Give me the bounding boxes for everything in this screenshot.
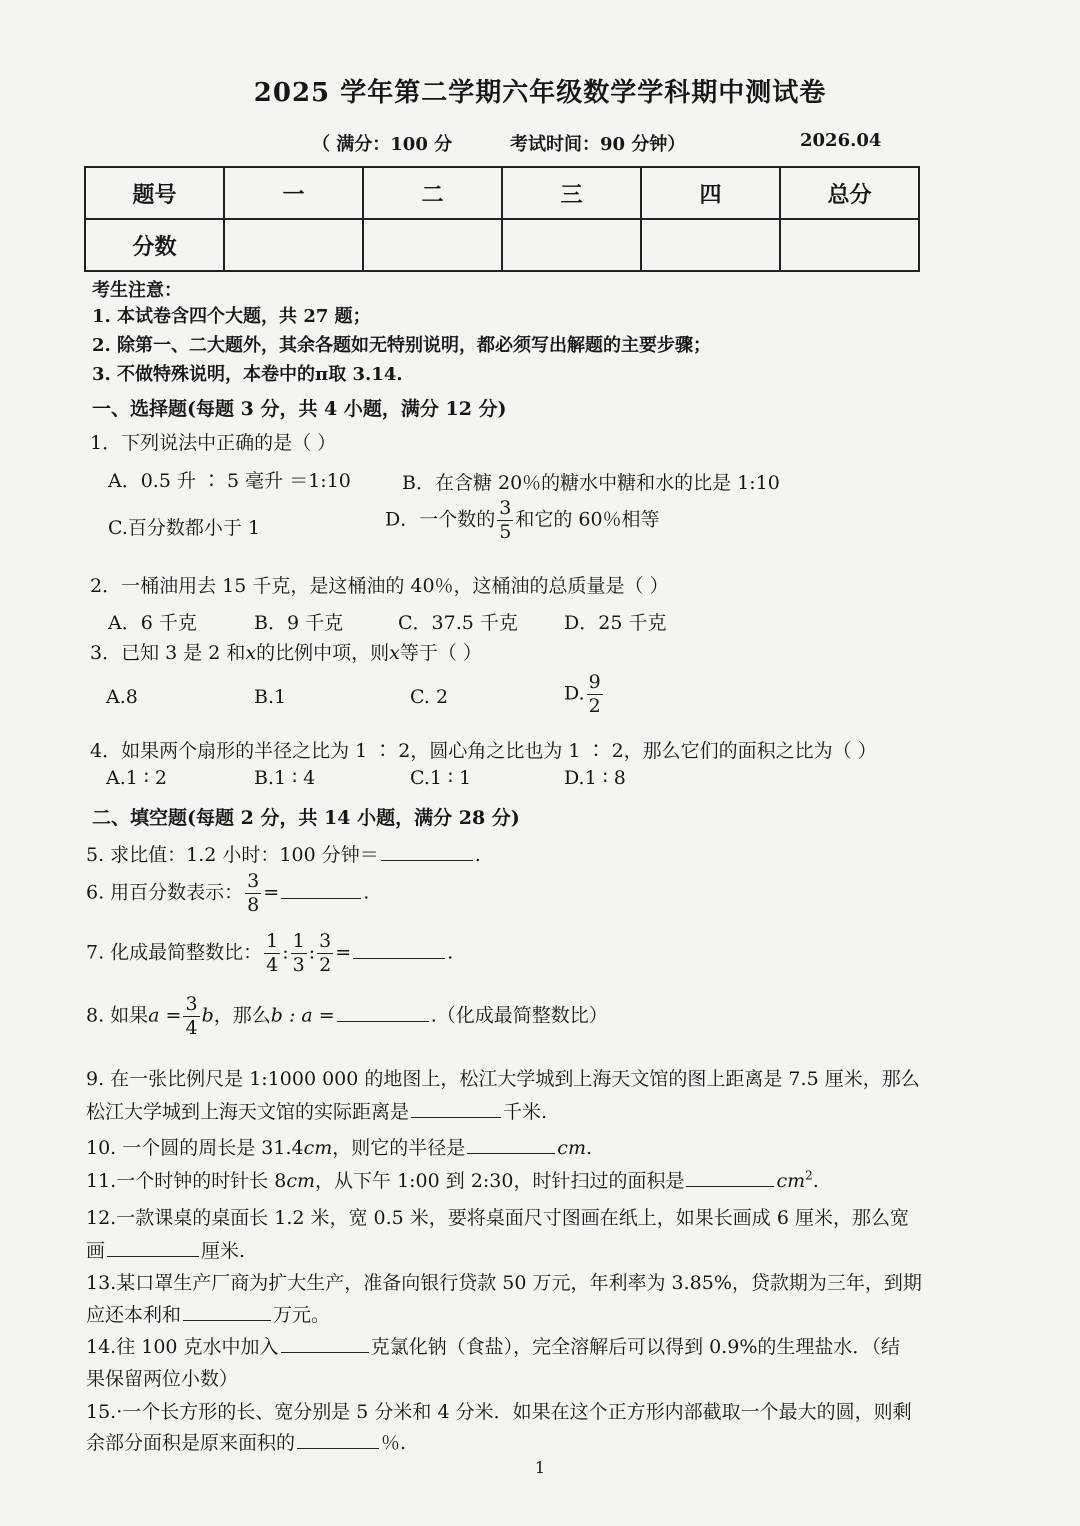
q3-option-c: C. 2 — [410, 686, 449, 708]
q7-answer-blank[interactable] — [353, 942, 445, 959]
q3-option-a: A.8 — [106, 686, 138, 708]
q8-mid: ，那么 — [213, 1004, 271, 1027]
q6-fraction — [245, 872, 261, 915]
q13-post: 万元。 — [273, 1304, 331, 1326]
q10-mid: ，则它的半径是 — [332, 1137, 466, 1159]
q7-colon: : — [282, 941, 289, 964]
q4-option-a: A.1 ∶ 2 — [106, 767, 167, 789]
q8-post: .（化成最简整数比） — [430, 1004, 608, 1027]
q6-eq: = — [263, 881, 280, 904]
numerator: 3 — [185, 993, 198, 1015]
note-item: 1. 本试卷含四个大题，共 27 题； — [92, 306, 371, 327]
header-cell: 二 — [363, 167, 502, 219]
q3-option-b: B.1 — [254, 686, 287, 708]
q8-ratio: b : a = — [270, 1004, 335, 1027]
q13-line1: 13.某口罩生产厂商为扩大生产，准备向银行贷款 50 万元，年利率为 3.85%，贷款期为三年，到期 — [86, 1272, 922, 1294]
q1-d-suffix: 和它的 60％相等 — [515, 508, 660, 531]
numerator: 3 — [499, 497, 512, 519]
q14-post: 克氯化钠（食盐），完全溶解后可以得到 0.9%的生理盐水．（结 — [370, 1336, 900, 1358]
q5-text: 5. 求比值：1.2 小时：100 分钟＝ — [86, 844, 379, 866]
q1-stem: 1．下列说法中正确的是（ ） — [90, 432, 337, 454]
q2-option-a: A．6 千克 — [108, 612, 197, 634]
q7-fraction-2 — [291, 932, 307, 975]
q1-option-c: C.百分数都小于 1 — [108, 517, 261, 539]
q4-option-d: D.1 ∶ 8 — [564, 767, 626, 789]
q11-post: . — [812, 1170, 819, 1192]
q6 — [86, 872, 369, 915]
q13-text: 应还本利和 — [86, 1304, 182, 1326]
q3-option-d — [564, 673, 605, 716]
q9-line2 — [86, 1097, 547, 1124]
score-table — [84, 166, 920, 272]
q3-d-label: D. — [564, 682, 585, 705]
score-row-label: 分数 — [85, 219, 224, 271]
q6-answer-blank[interactable] — [281, 882, 361, 899]
denominator: 5 — [499, 521, 512, 543]
q7-post: . — [447, 941, 454, 964]
q13-line2 — [86, 1300, 330, 1327]
denominator: 4 — [185, 1017, 198, 1039]
q1-d-fraction — [497, 499, 513, 542]
q7 — [86, 932, 453, 975]
note-item: 3. 不做特殊说明，本卷中的π取 3.14. — [92, 364, 403, 385]
q12-text: 画 — [86, 1240, 106, 1262]
exam-time: 考试时间：90 分钟） — [510, 134, 686, 155]
section1-title: 一、选择题(每题 3 分，共 4 小题，满分 12 分) — [92, 398, 507, 420]
q6-text: 6. 用百分数表示： — [86, 881, 244, 904]
q9-answer-blank[interactable] — [411, 1101, 501, 1118]
header-cell: 总分 — [780, 167, 919, 219]
q8-fraction — [183, 995, 199, 1038]
q1-option-d — [385, 499, 660, 542]
q9-text: 松江大学城到上海天文馆的实际距离是 — [86, 1101, 410, 1123]
q8-answer-blank[interactable] — [337, 1005, 429, 1022]
score-cell[interactable] — [224, 219, 363, 271]
q11-post-unit: cm — [776, 1170, 806, 1192]
q10-unit: cm — [303, 1137, 333, 1159]
q2-option-d: D．25 千克 — [564, 612, 667, 634]
q11 — [86, 1166, 819, 1193]
q10-text: 10. 一个圆的周长是 31.4 — [86, 1137, 304, 1159]
q3-stem-post: 等于（ ） — [399, 642, 482, 664]
q10-answer-blank[interactable] — [467, 1137, 555, 1154]
q10-post-unit: cm — [557, 1137, 586, 1159]
q5-post: . — [474, 844, 481, 866]
denominator: 8 — [247, 894, 260, 916]
q15-text: 余部分面积是原来面积的 — [86, 1432, 296, 1454]
exam-title: 2025 学年第二学期六年级数学学科期中测试卷 — [253, 78, 827, 108]
q7-fraction-1 — [264, 932, 280, 975]
q3-stem-mid: 的比例中项，则 — [256, 642, 390, 664]
score-table-header-row — [85, 167, 919, 219]
q7-colon: : — [308, 941, 316, 964]
denominator: 2 — [319, 954, 332, 976]
q12-post: 厘米. — [201, 1240, 246, 1262]
q14-answer-blank[interactable] — [281, 1336, 369, 1353]
notes-title: 考生注意： — [92, 280, 182, 301]
q7-fraction-3 — [317, 932, 333, 975]
section2-title: 二、填空题(每题 2 分，共 14 小题，满分 28 分) — [92, 807, 520, 829]
score-cell[interactable] — [641, 219, 780, 271]
q14-text: 14.往 100 克水中加入 — [86, 1336, 279, 1358]
q2-stem: 2．一桶油用去 15 千克，是这桶油的 40％，这桶油的总质量是（ ） — [90, 575, 669, 597]
q5 — [86, 840, 481, 867]
q10-post: . — [585, 1137, 593, 1159]
q2-option-c: C．37.5 千克 — [398, 612, 518, 634]
q11-text: 11.一个时钟的时针长 8 — [86, 1170, 287, 1192]
full-score: （ 满分：100 分 — [312, 134, 453, 155]
header-cell: 一 — [224, 167, 363, 219]
header-cell: 三 — [502, 167, 641, 219]
denominator: 2 — [588, 695, 601, 717]
q4-option-c: C.1 ∶ 1 — [410, 767, 472, 789]
q10 — [86, 1133, 592, 1160]
q11-answer-blank[interactable] — [686, 1170, 774, 1187]
numerator: 3 — [319, 930, 332, 952]
numerator: 1 — [292, 930, 305, 952]
exam-date: 2026.04 — [800, 130, 882, 151]
score-cell[interactable] — [363, 219, 502, 271]
q12-answer-blank[interactable] — [107, 1240, 199, 1257]
q15-line2 — [86, 1428, 406, 1455]
q4-stem: 4．如果两个扇形的半径之比为 1 ∶ 2，圆心角之比也为 1 ∶ 2，那么它们的面积之比为（ ） — [90, 740, 877, 762]
q3-stem — [90, 638, 482, 665]
q7-text: 7. 化成最简整数比： — [86, 941, 263, 964]
q12-line2 — [86, 1236, 245, 1263]
numerator: 9 — [588, 671, 601, 693]
q7-eq: = — [335, 941, 352, 964]
score-cell[interactable] — [780, 219, 919, 271]
q14-line1 — [86, 1332, 900, 1359]
denominator: 4 — [266, 954, 279, 976]
q1-option-b: B．在含糖 20％的糖水中糖和水的比是 1:10 — [402, 472, 780, 494]
numerator: 1 — [266, 930, 279, 952]
score-cell[interactable] — [502, 219, 641, 271]
q15-line1: 15.·一个长方形的长、宽分别是 5 分米和 4 分米．如果在这个正方形内部截取一个最大的圆，则剩 — [86, 1401, 912, 1423]
q8-lhs: a = — [148, 1004, 182, 1027]
q2-option-b: B．9 千克 — [254, 612, 344, 634]
numerator: 3 — [247, 870, 260, 892]
q9-post: 千米. — [503, 1101, 548, 1123]
q14-line2: 果保留两位小数） — [86, 1368, 239, 1390]
q3-stem-pre: 3．已知 3 是 2 和 — [90, 642, 246, 664]
q8-b-var: b — [201, 1004, 214, 1027]
q13-answer-blank[interactable] — [183, 1304, 271, 1321]
q9-line1: 9. 在一张比例尺是 1:1000 000 的地图上，松江大学城到上海天文馆的图上距离是 7.5 厘米，那么 — [86, 1068, 920, 1090]
q5-answer-blank[interactable] — [381, 844, 473, 861]
q8 — [86, 995, 608, 1038]
q12-line1: 12.一款课桌的桌面长 1.2 米，宽 0.5 米，要将桌面尺寸图画在纸上，如果长画成 6 厘米，那么宽 — [86, 1207, 909, 1229]
q1-option-a: A．0.5 升 ∶ 5 毫升 ＝1:10 — [108, 470, 351, 492]
q1-d-prefix: D．一个数的 — [385, 508, 496, 531]
q8-text: 8. 如果 — [86, 1004, 149, 1027]
note-item: 2. 除第一、二大题外，其余各题如无特别说明，都必须写出解题的主要步骤； — [92, 335, 712, 356]
q3-var: x — [245, 642, 257, 664]
q11-unit: cm — [286, 1170, 316, 1192]
header-cell: 题号 — [85, 167, 224, 219]
q6-post: . — [363, 881, 370, 904]
denominator: 3 — [292, 954, 305, 976]
q11-mid: ，从下午 1:00 到 2:30，时针扫过的面积是 — [315, 1170, 685, 1192]
q11-sup: 2 — [805, 1168, 813, 1183]
q3-var: x — [389, 642, 400, 664]
page-number: 1 — [534, 1458, 546, 1477]
q15-answer-blank[interactable] — [297, 1432, 379, 1449]
q4-option-b: B.1 ∶ 4 — [254, 767, 316, 789]
header-cell: 四 — [641, 167, 780, 219]
q15-post: ％. — [381, 1432, 407, 1454]
q3-d-fraction — [587, 673, 603, 716]
score-table-score-row — [85, 219, 919, 271]
